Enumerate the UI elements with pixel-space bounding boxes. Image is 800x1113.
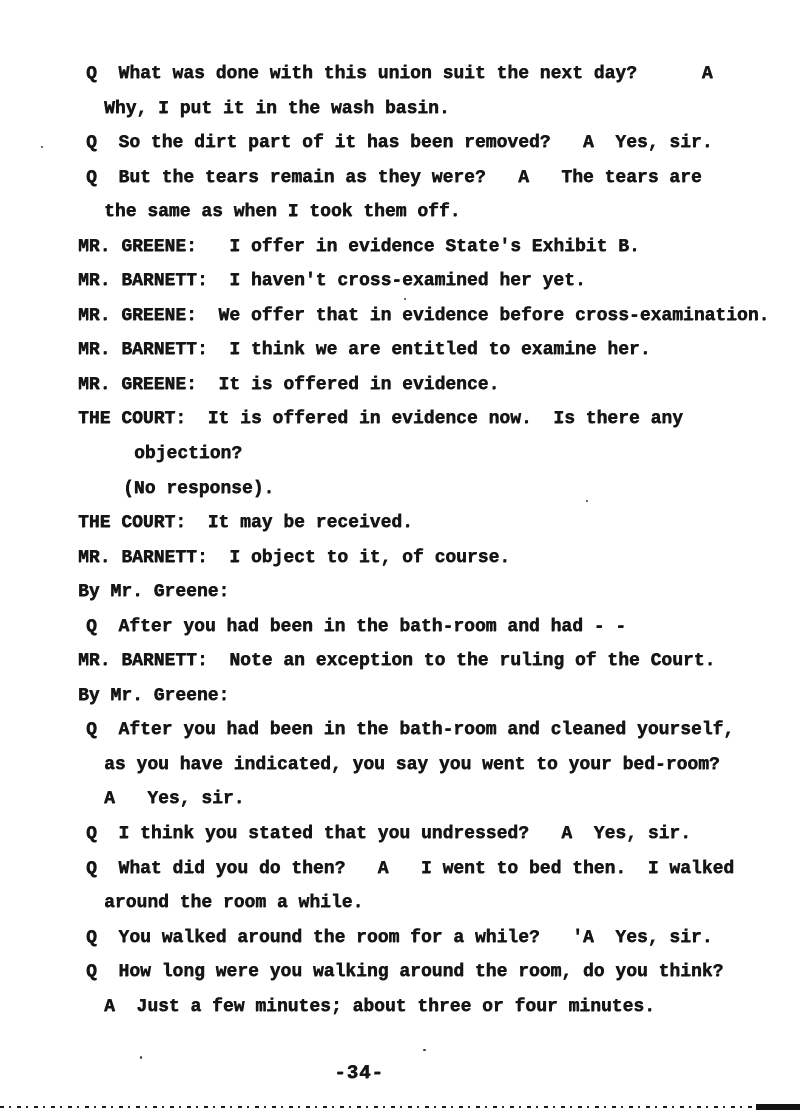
- transcript-line: MR. GREENE: I offer in evidence State's Exhibit B.: [78, 236, 640, 257]
- transcript-line: Why, I put it in the wash basin.: [104, 98, 450, 119]
- transcript-line: Q So the dirt part of it has been removed? A Yes, sir.: [86, 133, 713, 154]
- transcript-line: MR. BARNETT: I object to it, of course.: [78, 547, 511, 568]
- transcript-line: Q What did you do then? A I went to bed then. I walked: [86, 858, 735, 879]
- transcript: [78, 57, 796, 1024]
- transcript-line: Q But the tears remain as they were? A The tears are: [86, 167, 702, 188]
- transcript-line: MR. BARNETT: I think we are entitled to examine her.: [78, 340, 651, 361]
- transcript-line: Q What was done with this union suit the next day? A: [86, 64, 713, 84]
- page-number: -34-: [334, 1062, 384, 1084]
- transcript-line: the same as when I took them off.: [104, 202, 461, 223]
- transcript-line: (No response).: [123, 478, 275, 499]
- transcript-line: around the room a while.: [104, 893, 364, 914]
- transcript-line: By Mr. Greene:: [78, 685, 230, 706]
- transcript-line: Q You walked around the room for a while? 'A Yes, sir.: [86, 927, 713, 948]
- transcript-line: MR. GREENE: We offer that in evidence before cross-examination.: [78, 305, 770, 326]
- transcript-line: Q I think you stated that you undressed? A Yes, sir.: [86, 824, 691, 845]
- transcript-line: Q How long were you walking around the room, do you think?: [86, 962, 724, 983]
- transcript-line: A Yes, sir.: [104, 789, 245, 810]
- scan-speckle: [41, 146, 43, 148]
- scan-speckle: [423, 1049, 426, 1051]
- transcript-line: THE COURT: It may be received.: [78, 513, 413, 534]
- transcript-line: objection?: [134, 444, 243, 465]
- scan-speckle: [140, 1056, 142, 1059]
- transcript-line: THE COURT: It is offered in evidence now. Is there any: [78, 409, 683, 430]
- transcript-line: MR. GREENE: It is offered in evidence.: [78, 374, 500, 395]
- transcript-line: Q After you had been in the bath-room and cleaned yourself,: [86, 720, 735, 741]
- scanner-edge-artifact: [0, 1105, 800, 1109]
- transcript-line: Q After you had been in the bath-room and had - -: [86, 616, 627, 637]
- scan-speckle: [586, 500, 588, 502]
- transcript-line: By Mr. Greene:: [78, 582, 230, 603]
- transcript-line: A Just a few minutes; about three or four minutes.: [104, 996, 655, 1017]
- transcript-line: as you have indicated, you say you went to your bed-room?: [104, 754, 720, 775]
- transcript-line: MR. BARNETT: I haven't cross-examined her yet.: [78, 271, 586, 292]
- scanner-edge-corner-artifact: [756, 1104, 800, 1110]
- scan-speckle: [404, 298, 406, 300]
- transcript-line: MR. BARNETT: Note an exception to the ruling of the Court.: [78, 651, 716, 672]
